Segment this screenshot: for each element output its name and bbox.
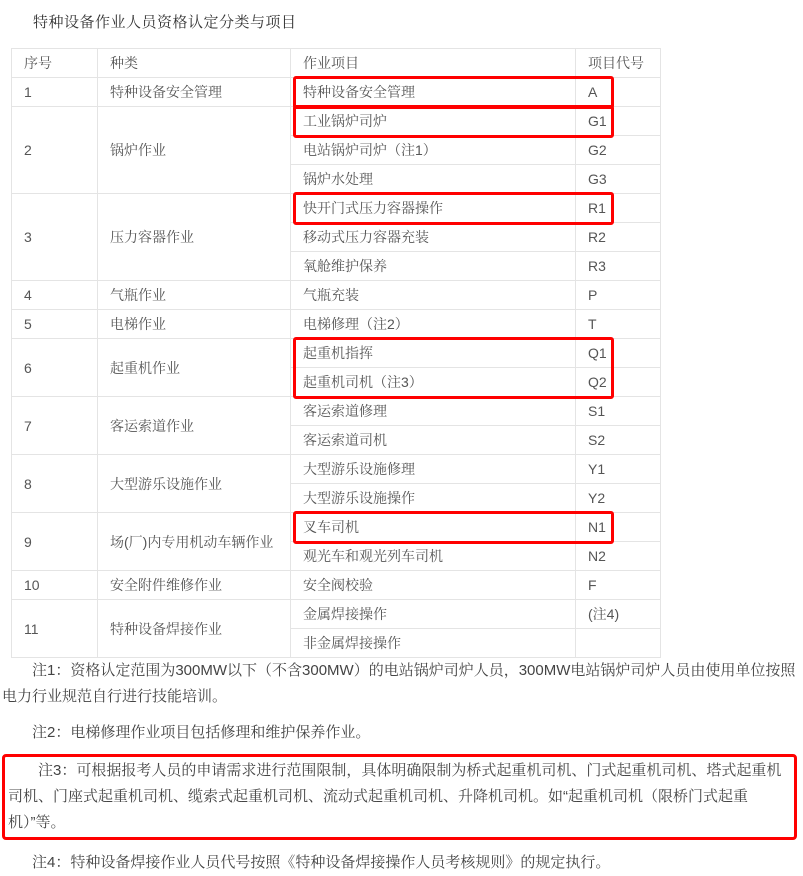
code-cell: S2 [576,426,661,455]
category-cell: 特种设备安全管理 [98,78,291,107]
category-cell: 安全附件维修作业 [98,571,291,600]
category-cell: 锅炉作业 [98,107,291,194]
project-cell: 非金属焊接操作 [291,629,576,658]
table-row [12,571,661,600]
project-cell: 工业锅炉司炉 [291,107,576,136]
header-cell-code: 项目代号 [576,49,661,78]
table-row [12,310,661,339]
project-cell: 电站锅炉司炉（注1） [291,136,576,165]
code-cell: Y2 [576,484,661,513]
code-cell: G2 [576,136,661,165]
code-cell: R2 [576,223,661,252]
category-cell: 电梯作业 [98,310,291,339]
project-cell: 大型游乐设施修理 [291,455,576,484]
project-cell: 快开门式压力容器操作 [291,194,576,223]
code-cell: P [576,281,661,310]
code-cell: N2 [576,542,661,571]
code-cell: Y1 [576,455,661,484]
header-cell-no: 序号 [12,49,98,78]
code-cell [576,629,661,658]
note-paragraph: 注1：资格认定范围为300MW以下（不含300MW）的电站锅炉司炉人员，300MW电站锅炉司炉人员由使用单位按照电力行业规范自行进行技能培训。 [2,662,796,705]
row-number-cell: 4 [12,281,98,310]
project-cell: 观光车和观光列车司机 [291,542,576,571]
code-cell: G1 [576,107,661,136]
project-cell: 电梯修理（注2） [291,310,576,339]
project-cell: 特种设备安全管理 [291,78,576,107]
code-cell: N1 [576,513,661,542]
category-cell: 客运索道作业 [98,397,291,455]
project-cell: 移动式压力容器充装 [291,223,576,252]
category-cell: 气瓶作业 [98,281,291,310]
category-cell: 压力容器作业 [98,194,291,281]
table-row [12,281,661,310]
code-cell: Q1 [576,339,661,368]
table-row [12,339,661,368]
row-number-cell: 8 [12,455,98,513]
header-cell-category: 种类 [98,49,291,78]
code-cell: T [576,310,661,339]
project-cell: 气瓶充装 [291,281,576,310]
row-number-cell: 11 [12,600,98,658]
notes-section [0,658,799,876]
code-cell: Q2 [576,368,661,397]
project-cell: 锅炉水处理 [291,165,576,194]
project-cell: 客运索道司机 [291,426,576,455]
code-cell: S1 [576,397,661,426]
project-cell: 叉车司机 [291,513,576,542]
table-row [12,78,661,107]
table-row [12,455,661,484]
project-cell: 安全阀校验 [291,571,576,600]
row-number-cell: 9 [12,513,98,571]
code-cell: R1 [576,194,661,223]
qualification-table-body [12,78,661,658]
row-number-cell: 2 [12,107,98,194]
note-paragraph: 注4：特种设备焊接作业人员代号按照《特种设备焊接操作人员考核规则》的规定执行。 [32,854,611,871]
row-number-cell: 10 [12,571,98,600]
row-number-cell: 1 [12,78,98,107]
table-row [12,107,661,136]
category-cell: 场(厂)内专用机动车辆作业 [98,513,291,571]
code-cell: R3 [576,252,661,281]
project-cell: 起重机指挥 [291,339,576,368]
category-cell: 起重机作业 [98,339,291,397]
project-cell: 起重机司机（注3） [291,368,576,397]
qualification-table [11,48,661,658]
header-cell-project: 作业项目 [291,49,576,78]
table-row [12,513,661,542]
table-row [12,397,661,426]
row-number-cell: 3 [12,194,98,281]
code-cell: A [576,78,661,107]
row-number-cell: 5 [12,310,98,339]
note-paragraph: 注2：电梯修理作业项目包括修理和维护保养作业。 [32,724,371,741]
code-cell: G3 [576,165,661,194]
table-row [12,194,661,223]
project-cell: 大型游乐设施操作 [291,484,576,513]
table-row [12,600,661,629]
project-cell: 客运索道修理 [291,397,576,426]
row-number-cell: 6 [12,339,98,397]
code-cell: F [576,571,661,600]
project-cell: 金属焊接操作 [291,600,576,629]
table-header-row [12,49,661,78]
row-number-cell: 7 [12,397,98,455]
page-title: 特种设备作业人员资格认定分类与项目 [33,14,297,31]
project-cell: 氧舱维护保养 [291,252,576,281]
category-cell: 大型游乐设施作业 [98,455,291,513]
note-paragraph-highlighted: 注3：可根据报考人员的申请需求进行范围限制，具体明确限制为桥式起重机司机、门式起重机司机、塔式起重机司机、门座式起重机司机、缆索式起重机司机、流动式起重机司机、升降机司机。如“起重机司机（限桥门式起重机）”等。 [2,754,797,840]
category-cell: 特种设备焊接作业 [98,600,291,658]
code-cell: (注4) [576,600,661,629]
